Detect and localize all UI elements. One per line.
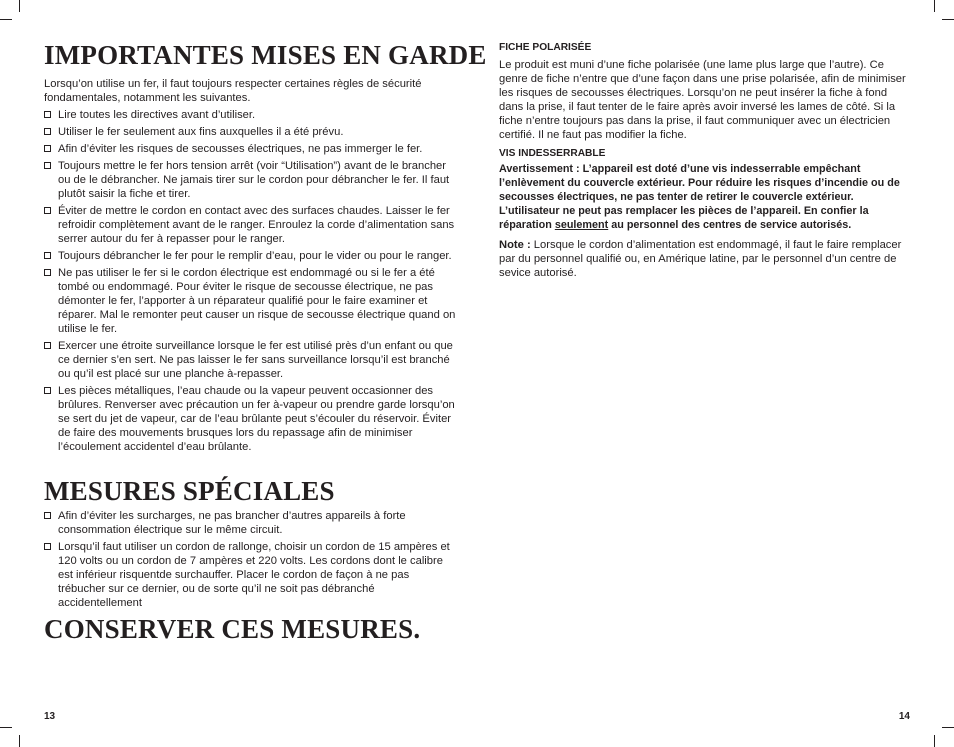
- checkbox-bullet-icon: [44, 162, 51, 169]
- crop-mark: [0, 19, 12, 20]
- crop-mark: [19, 735, 20, 747]
- list-item: Utiliser le fer seulement aux fins auxquelles il a été prévu.: [44, 125, 458, 139]
- crop-mark: [934, 0, 935, 12]
- note-paragraph: [499, 238, 909, 280]
- list-item: Exercer une étroite surveillance lorsque le fer est utilisé près d’un enfant ou que ce dernier s’en sert. Ne pas laisser le fer sans surveillance lorsqu’il est branché ou qu’il est placé sur une planche à-repasser.: [44, 339, 458, 381]
- list-item: Afin d’éviter les risques de secousses électriques, ne pas immerger le fer.: [44, 142, 458, 156]
- title-importantes: IMPORTANTES MISES EN GARDE: [44, 40, 487, 70]
- underlined-word: seulement: [554, 219, 609, 231]
- crop-mark: [19, 0, 20, 12]
- checkbox-bullet-icon: [44, 387, 51, 394]
- checkbox-bullet-icon: [44, 207, 51, 214]
- crop-mark: [942, 727, 954, 728]
- page-number-left: 13: [44, 711, 56, 722]
- checkbox-bullet-icon: [44, 252, 51, 259]
- checkbox-bullet-icon: [44, 269, 51, 276]
- title-mesures-speciales: MESURES SPÉCIALES: [44, 476, 335, 506]
- list-item: Toujours débrancher le fer pour le remplir d’eau, pour le vider ou pour le ranger.: [44, 249, 458, 263]
- vis-warning: Avertissement : L’appareil est doté d’une vis indesserrable empêchant l’enlèvement du couvercle extérieur. Pour réduire les risques d’incendie ou de secousses électriques, ne pas tenter de retirer le couvercle extérieur. L’utilisateur ne peut pas remplacer les pièces de l’appareil. En confier la réparation seulement au personnel des centres de service autorisés.: [499, 163, 900, 231]
- list-item: Éviter de mettre le cordon en contact avec des surfaces chaudes. Laisser le fer refroidir complètement avant de le ranger. Enroulez la corde d’alimentation sans serrer autour du fer à repasser pour le ranger.: [44, 204, 458, 246]
- crop-mark: [942, 19, 954, 20]
- checkbox-bullet-icon: [44, 128, 51, 135]
- vis-heading: VIS INDESSERRABLE: [499, 148, 606, 159]
- page-number-right: 14: [898, 711, 910, 722]
- crop-mark: [934, 735, 935, 747]
- fiche-text: Le produit est muni d’une fiche polarisée (une lame plus large que l’autre). Ce genre de fiche n’entre que d’une façon dans une prise polarisée, afin de minimiser les risques de secousses électriques. Lorsqu’on ne peut insérer la fiche à fond dans la prise, il faut tenter de le faire après avoir inversé les lames de côté. Si la fiche n’entre toujours pas dans la prise, il faut communiquer avec un électricien certifié. Il ne faut pas modifier la fiche.: [499, 59, 906, 141]
- note-label: Note :: [499, 239, 531, 251]
- checkbox-bullet-icon: [44, 512, 51, 519]
- fiche-heading: FICHE POLARISÉE: [499, 42, 592, 53]
- checkbox-bullet-icon: [44, 145, 51, 152]
- crop-mark: [0, 727, 12, 728]
- list-item: Toujours mettre le fer hors tension arrêt (voir “Utilisation”) avant de le brancher ou de le débrancher. Ne jamais tirer sur le cordon pour débrancher le fer. Il faut plutôt saisir la fiche et tirer.: [44, 159, 458, 201]
- safety-list: [44, 108, 458, 454]
- intro-text: Lorsqu’on utilise un fer, il faut toujours respecter certaines règles de sécurité fondamentales, notamment les suivantes.: [44, 78, 422, 104]
- special-measures-list: [44, 509, 458, 610]
- list-item: Lorsqu’il faut utiliser un cordon de rallonge, choisir un cordon de 15 ampères et 120 volts ou un cordon de 7 ampères et 220 volts. Les cordons dont le calibre est inférieur risquentde surchauffer. Placer le cordon de façon à ne pas trébucher sur ce dernier, ou de sorte qu’il ne soit pas débranché accidentellement: [44, 540, 458, 610]
- note-text: Lorsque le cordon d’alimentation est endommagé, il faut le faire remplacer par du personnel qualifié ou, en Amérique latine, par le personnel d’un centre de sevice autorisé.: [499, 239, 902, 279]
- checkbox-bullet-icon: [44, 342, 51, 349]
- list-item: Ne pas utiliser le fer si le cordon électrique est endommagé ou si le fer a été tombé ou endommagé. Pour éviter le risque de secousse électrique, ne pas démonter le fer, l’apporter à un réparateur qualifié pour le faire examiner et réparer. Mal le remonter peut causer un risque de secousse électrique quand on utilise le fer.: [44, 266, 458, 336]
- checkbox-bullet-icon: [44, 111, 51, 118]
- title-conserver: CONSERVER CES MESURES.: [44, 614, 421, 644]
- list-item: Afin d’éviter les surcharges, ne pas brancher d’autres appareils à forte consommation électrique sur le même circuit.: [44, 509, 458, 537]
- checkbox-bullet-icon: [44, 543, 51, 550]
- list-item: Les pièces métalliques, l’eau chaude ou la vapeur peuvent occasionner des brûlures. Renverser avec précaution un fer à-vapeur ou prendre garde lorsqu’on se sert du jet de vapeur, car de l’eau brûlante peut s’écouler du réservoir. Éviter de faire des mouvements brusques lors du repassage afin de minimiser l’écoulement accidentel d’eau brûlante.: [44, 384, 458, 454]
- list-item: Lire toutes les directives avant d’utiliser.: [44, 108, 458, 122]
